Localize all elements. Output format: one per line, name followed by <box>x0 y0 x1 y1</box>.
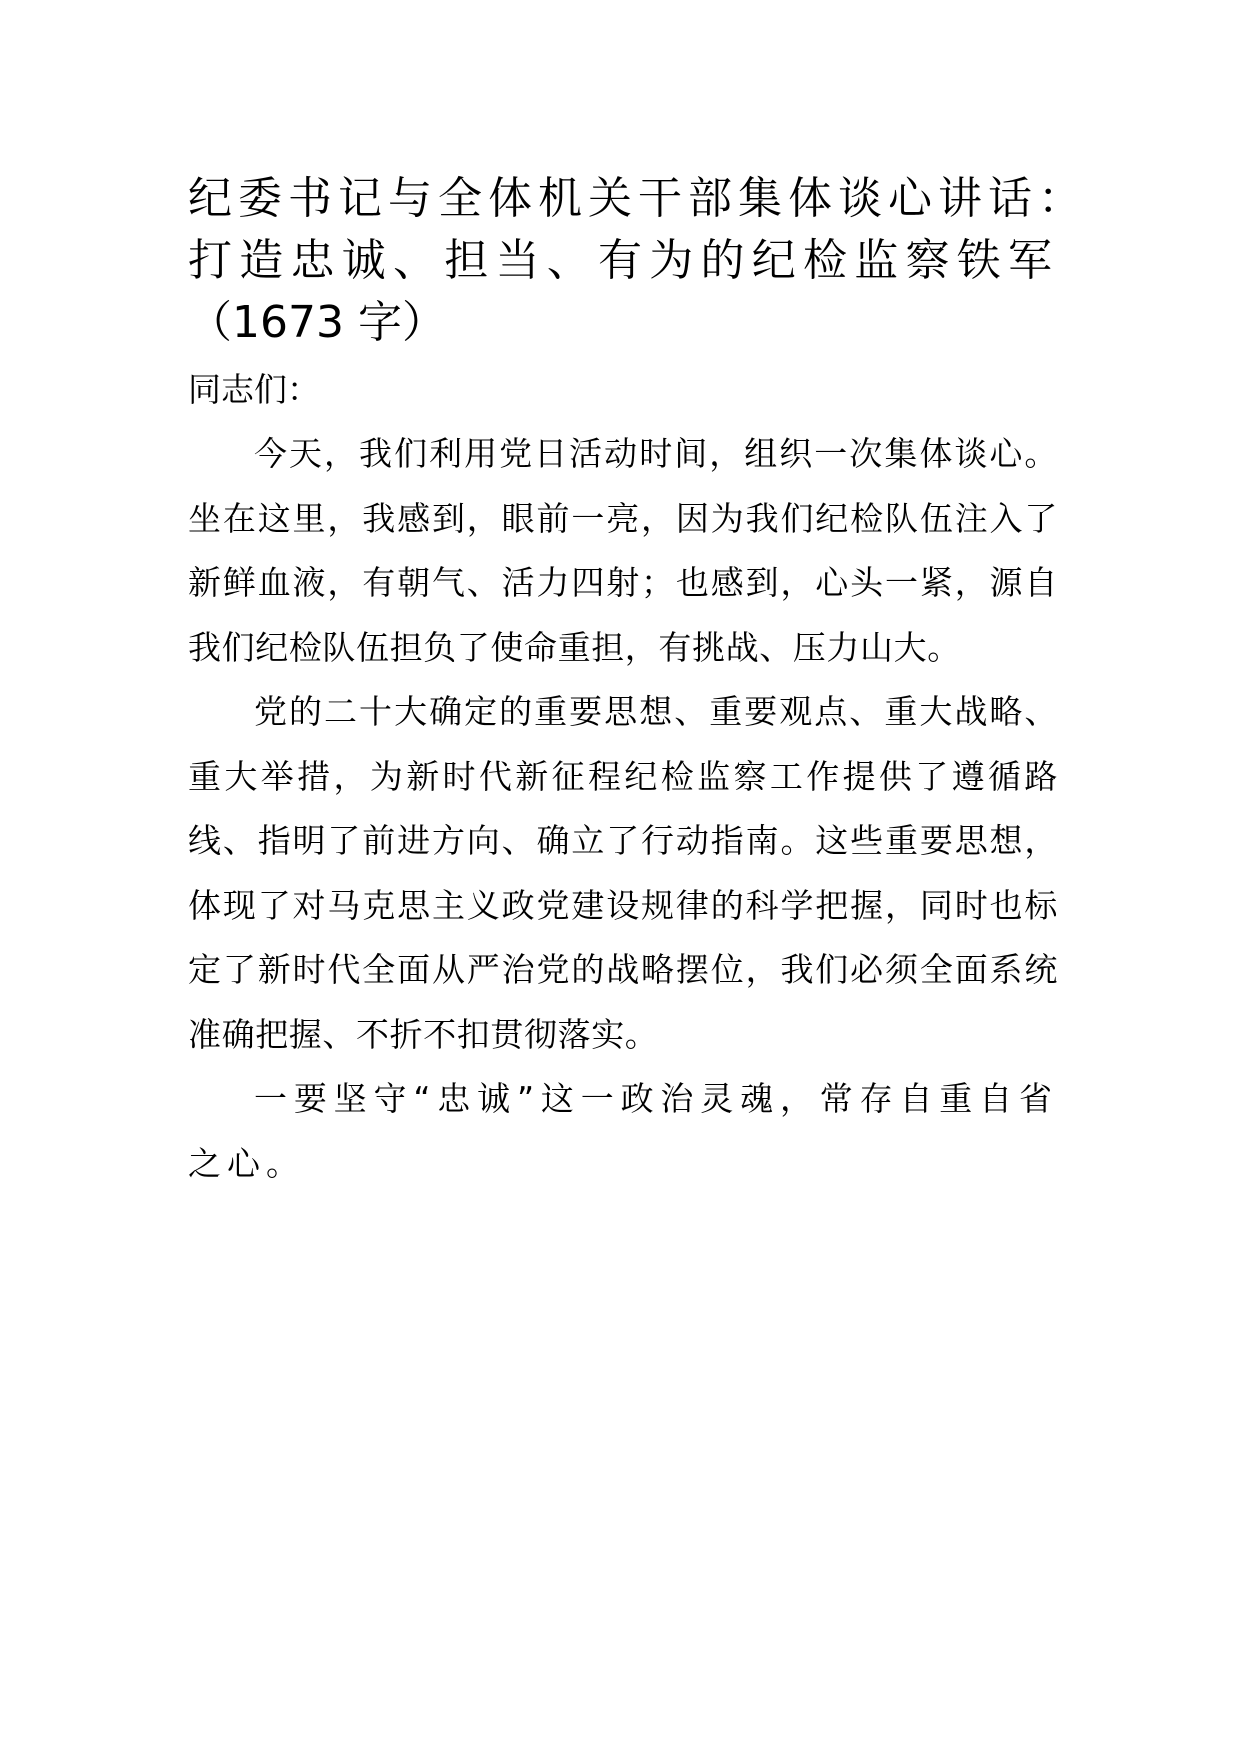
document-title <box>188 168 1088 354</box>
paragraph-3-section-heading: 一要坚守“忠诚”这一政治灵魂，常存自重自省之心。 <box>188 1079 1058 1183</box>
paragraph-2: 党的二十大确定的重要思想、重要观点、重大战略、重大举措，为新时代新征程纪检监察工作提供了遵循路线、指明了前进方向、确立了行动指南。这些重要思想，体现了对马克思主义政党建设规律的科学把握，同时也标定了新时代全面从严治党的战略摆位，我们必须全面系统准确把握、不折不扣贯彻落实。 <box>188 692 1058 1054</box>
paragraph-1: 今天，我们利用党日活动时间，组织一次集体谈心。坐在这里，我感到，眼前一亮，因为我们纪检队伍注入了新鲜血液，有朝气、活力四射；也感到，心头一紧，源自我们纪检队伍担负了使命重担，有挑战、压力山大。 <box>188 434 1058 667</box>
document-body <box>188 168 1088 1196</box>
salutation: 同志们： <box>188 370 320 409</box>
title-line-1: 纪委书记与全体机关干部集体谈心讲话： <box>188 173 1088 224</box>
title-word-count: （1673 字） <box>188 297 446 348</box>
title-line-2: 打造忠诚、担当、有为的纪检监察铁军 <box>188 235 1058 286</box>
